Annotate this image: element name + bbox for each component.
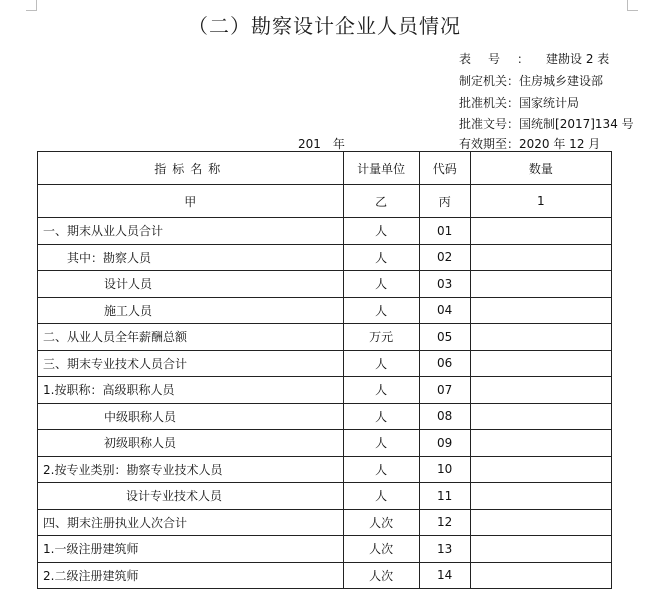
row-name: 施工人员 [38, 297, 344, 324]
table-row [38, 562, 612, 589]
row-name: 四、期末注册执业人次合计 [38, 509, 344, 536]
table-row [38, 218, 612, 245]
row-quantity-cell[interactable] [470, 244, 611, 271]
meta-valid-until-value: 2020 年 12 月 [519, 137, 601, 151]
row-quantity-cell[interactable] [470, 403, 611, 430]
row-name: 三、期末专业技术人员合计 [38, 350, 344, 377]
table-row [38, 430, 612, 457]
table-subheader-row [38, 185, 612, 218]
row-code: 01 [419, 218, 470, 245]
row-quantity-cell[interactable] [470, 509, 611, 536]
row-unit: 万元 [343, 324, 419, 351]
row-unit: 人 [343, 244, 419, 271]
row-code: 02 [419, 244, 470, 271]
table-row [38, 324, 612, 351]
table-row [38, 483, 612, 510]
row-quantity-cell[interactable] [470, 350, 611, 377]
header-indicator-name [38, 152, 344, 185]
row-code: 09 [419, 430, 470, 457]
row-unit: 人 [343, 350, 419, 377]
row-name: 中级职称人员 [38, 403, 344, 430]
row-name: 设计人员 [38, 271, 344, 298]
meta-approving-authority-label: 批准机关： [459, 96, 520, 110]
page-title: （二）勘察设计企业人员情况 [188, 14, 461, 38]
row-name: 1.按职称：高级职称人员 [38, 377, 344, 404]
row-unit: 人 [343, 483, 419, 510]
row-quantity-cell[interactable] [470, 483, 611, 510]
subheader-quantity: 1 [470, 185, 611, 218]
row-code: 06 [419, 350, 470, 377]
row-unit: 人 [343, 430, 419, 457]
row-quantity-cell[interactable] [470, 218, 611, 245]
row-quantity-cell[interactable] [470, 271, 611, 298]
row-unit: 人次 [343, 562, 419, 589]
meta-approval-number-value: 国统制[2017]134 号 [519, 117, 634, 131]
row-name: 初级职称人员 [38, 430, 344, 457]
table-row [38, 456, 612, 483]
row-quantity-cell[interactable] [470, 324, 611, 351]
row-quantity-cell[interactable] [470, 456, 611, 483]
row-code: 08 [419, 403, 470, 430]
table-row [38, 403, 612, 430]
table-row [38, 509, 612, 536]
row-name: 1.一级注册建筑师 [38, 536, 344, 563]
meta-approving-authority-value: 国家统计局 [519, 96, 580, 110]
row-code: 03 [419, 271, 470, 298]
row-name: 2.按专业类别：勘察专业技术人员 [38, 456, 344, 483]
row-name: 二、从业人员全年薪酬总额 [38, 324, 344, 351]
row-unit: 人 [343, 297, 419, 324]
subheader-unit: 乙 [343, 185, 419, 218]
row-code: 07 [419, 377, 470, 404]
row-unit: 人次 [343, 536, 419, 563]
meta-valid-until [459, 135, 600, 152]
row-unit: 人 [343, 377, 419, 404]
row-quantity-cell[interactable] [470, 297, 611, 324]
table-row [38, 377, 612, 404]
meta-issuing-authority-label: 制定机关： [459, 74, 520, 88]
header-indicator-name-text: 指标名称 [154, 161, 227, 176]
row-code: 12 [419, 509, 470, 536]
meta-issuing-authority [459, 72, 603, 89]
row-code: 13 [419, 536, 470, 563]
row-unit: 人 [343, 218, 419, 245]
row-quantity-cell[interactable] [470, 377, 611, 404]
report-year: 201 年 [298, 137, 345, 151]
row-name: 其中：勘察人员 [38, 244, 344, 271]
row-unit: 人次 [343, 509, 419, 536]
subheader-code: 丙 [419, 185, 470, 218]
header-code: 代码 [419, 152, 470, 185]
table-row [38, 536, 612, 563]
table-row [38, 271, 612, 298]
meta-approving-authority [459, 94, 579, 111]
row-quantity-cell[interactable] [470, 562, 611, 589]
row-code: 05 [419, 324, 470, 351]
table-row [38, 350, 612, 377]
subheader-name: 甲 [38, 185, 344, 218]
row-name: 一、期末从业人员合计 [38, 218, 344, 245]
table-row [38, 297, 612, 324]
row-code: 10 [419, 456, 470, 483]
row-unit: 人 [343, 456, 419, 483]
meta-approval-number [459, 115, 634, 132]
row-unit: 人 [343, 403, 419, 430]
row-quantity-cell[interactable] [470, 536, 611, 563]
personnel-table [37, 151, 612, 589]
row-name: 设计专业技术人员 [38, 483, 344, 510]
meta-approval-number-label: 批准文号： [459, 117, 520, 131]
row-code: 04 [419, 297, 470, 324]
meta-table-number-label: 表号： [459, 52, 547, 66]
row-code: 11 [419, 483, 470, 510]
row-name: 2.二级注册建筑师 [38, 562, 344, 589]
table-row [38, 244, 612, 271]
header-unit: 计量单位 [343, 152, 419, 185]
row-unit: 人 [343, 271, 419, 298]
meta-valid-until-label: 有效期至： [459, 137, 520, 151]
meta-table-number [459, 50, 609, 67]
table-header-row [38, 152, 612, 185]
meta-table-number-value: 建勘设 2 表 [546, 52, 610, 66]
row-quantity-cell[interactable] [470, 430, 611, 457]
row-code: 14 [419, 562, 470, 589]
meta-issuing-authority-value: 住房城乡建设部 [519, 74, 604, 88]
header-quantity: 数量 [470, 152, 611, 185]
